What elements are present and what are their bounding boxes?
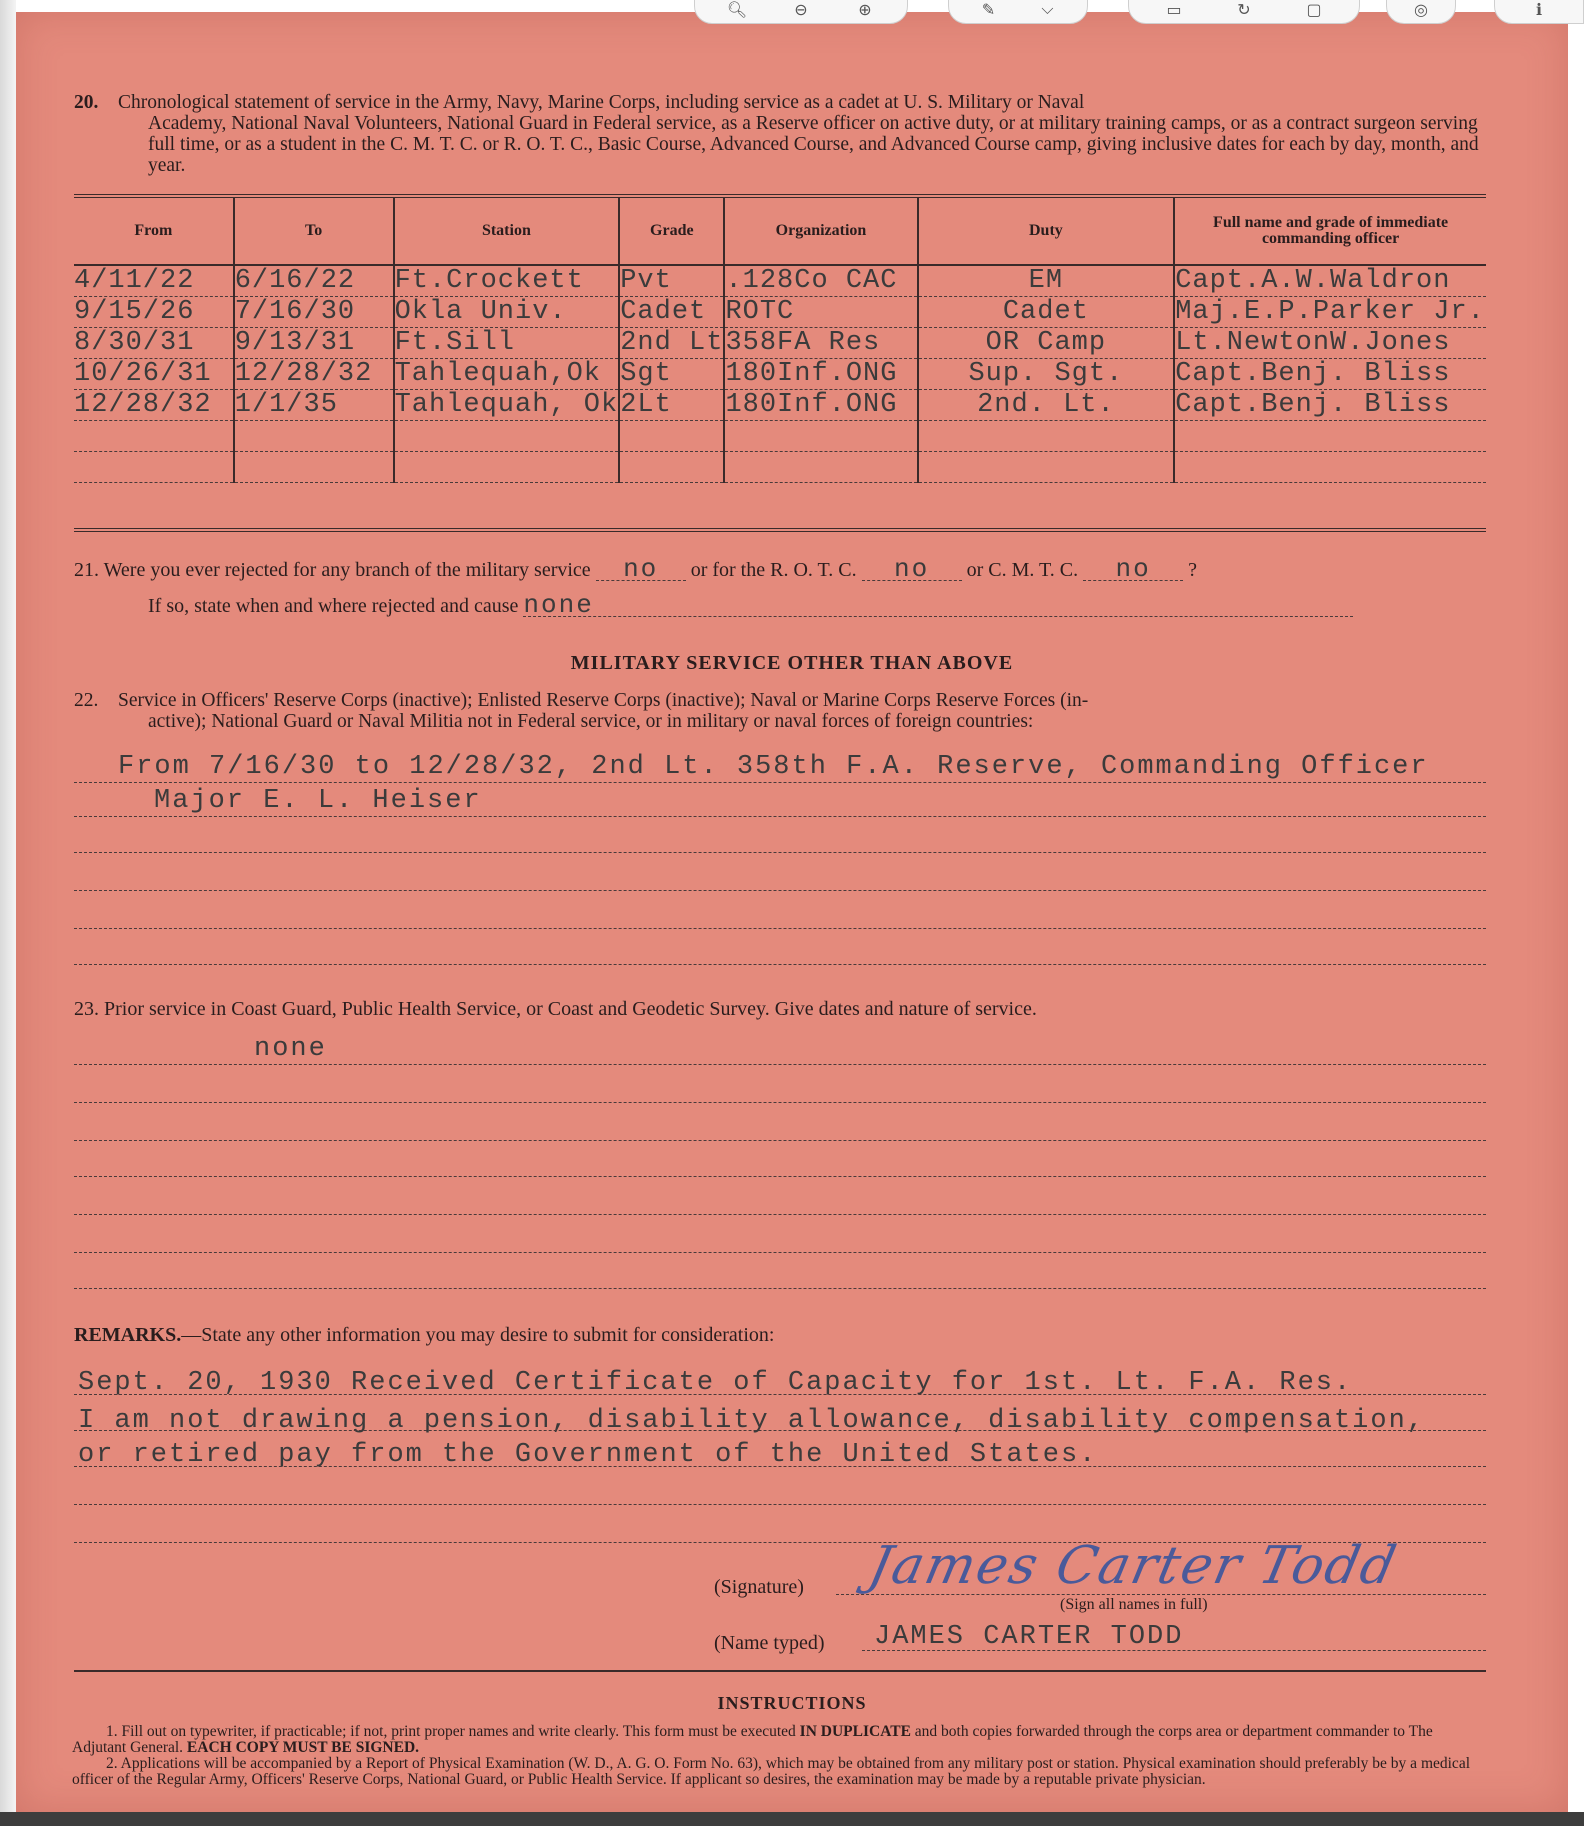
table-row bbox=[74, 297, 1486, 328]
question-22 bbox=[74, 690, 1494, 732]
remarks-label bbox=[74, 1324, 774, 1347]
cell-duty: OR Camp bbox=[918, 328, 1175, 359]
answer-line bbox=[74, 964, 1486, 965]
cell-from: 9/15/26 bbox=[74, 297, 234, 328]
question-text-continued: Academy, National Naval Volunteers, National Guard in Federal service, as a Reserve officer on active duty, or at military training camps, or as a contract surgeon serving full time, or as a student in the C. M. T. C. or R. O. T. C., Basic Course, Advanced Course, and Advanced Course camp, giving inclusive dates for each by day, month, and year. bbox=[148, 113, 1479, 176]
cell-commanding-officer: Capt.Benj. Bliss bbox=[1174, 359, 1486, 390]
cell-empty bbox=[918, 421, 1175, 452]
instruction-emphasis: IN DUPLICATE bbox=[799, 1723, 911, 1740]
cell-empty bbox=[724, 421, 917, 452]
info-icon[interactable]: ℹ bbox=[1535, 0, 1543, 19]
answer-line bbox=[74, 1394, 1486, 1395]
question-text: If so, state when and where rejected and cause bbox=[148, 595, 519, 617]
signature-label: (Signature) bbox=[714, 1576, 804, 1598]
question-text: Chronological statement of service in the Army, Navy, Marine Corps, including service as a cadet at U. S. Military or Naval bbox=[118, 92, 1085, 113]
cell-from: 8/30/31 bbox=[74, 328, 234, 359]
cell-duty: EM bbox=[918, 265, 1175, 297]
cell-empty bbox=[1174, 421, 1486, 452]
cell-commanding-officer: Maj.E.P.Parker Jr. bbox=[1175, 297, 1485, 327]
cell-empty bbox=[234, 421, 394, 452]
cell-commanding-officer: Lt.NewtonW.Jones bbox=[1174, 328, 1486, 359]
instruction-text: 1. Fill out on typewriter, if practicable; if not, print proper names and write clearly. This form must be executed bbox=[106, 1723, 800, 1740]
zoom-tool-group bbox=[694, 0, 908, 24]
handwritten-signature: James Carter Todd bbox=[863, 1536, 1403, 1596]
question-text-continued: active); National Guard or Naval Militia not in Federal service, or in military or naval forces of foreign countries: bbox=[148, 711, 1034, 732]
cell-empty bbox=[918, 452, 1175, 483]
cell-grade: Cadet bbox=[619, 297, 724, 328]
question-number: 22. bbox=[74, 690, 99, 711]
table-row bbox=[74, 359, 1486, 390]
answer-line bbox=[74, 928, 1486, 929]
question-20 bbox=[74, 92, 1494, 176]
question-mark: ? bbox=[1188, 559, 1197, 581]
section-heading: MILITARY SERVICE OTHER THAN ABOVE bbox=[570, 652, 1014, 674]
answer-22-line-1: From 7/16/30 to 12/28/32, 2nd Lt. 358th F.A. Reserve, Commanding Officer bbox=[118, 752, 1429, 782]
cell-commanding-officer: Capt.Benj. Bliss bbox=[1174, 390, 1486, 421]
question-text: Service in Officers' Reserve Corps (inactive); Enlisted Reserve Corps (inactive); Naval or Marine Corps Reserve Forces (in- bbox=[118, 690, 1089, 711]
answer-rotc-rejected: no bbox=[862, 558, 962, 581]
cell-organization: .128Co CAC bbox=[724, 265, 917, 297]
question-23 bbox=[74, 998, 1037, 1021]
highlight-icon[interactable]: ▭ bbox=[1166, 0, 1182, 19]
answer-line bbox=[74, 1176, 1486, 1177]
annotate-menu-icon[interactable]: ⌵ bbox=[1041, 0, 1054, 18]
column-header: From bbox=[74, 198, 234, 265]
answer-line bbox=[74, 1252, 1486, 1253]
section-divider bbox=[74, 1670, 1486, 1672]
table-bottom-rule bbox=[74, 528, 1486, 532]
cell-to: 7/16/30 bbox=[234, 297, 394, 328]
column-header: Full name and grade of immediate commanding officer bbox=[1174, 198, 1486, 265]
viewer-margin bbox=[0, 0, 16, 1826]
cell-empty bbox=[724, 452, 917, 483]
cell-organization: ROTC bbox=[724, 297, 917, 328]
answer-line bbox=[74, 1430, 1486, 1431]
question-text: Prior service in Coast Guard, Public Health Service, or Coast and Geodetic Survey. Give dates and nature of service. bbox=[104, 998, 1037, 1020]
zoom-in-icon[interactable]: ⊕ bbox=[858, 0, 872, 19]
instructions-title: INSTRUCTIONS bbox=[717, 1693, 867, 1713]
table-row-empty bbox=[74, 452, 1486, 483]
cell-station: Okla Univ. bbox=[394, 297, 620, 328]
table-row bbox=[74, 265, 1486, 297]
question-21 bbox=[74, 554, 1197, 584]
cell-to: 6/16/22 bbox=[234, 265, 394, 297]
cell-to: 1/1/35 bbox=[234, 390, 394, 421]
cell-duty: 2nd. Lt. bbox=[918, 390, 1175, 421]
cell-empty bbox=[1174, 452, 1486, 483]
cell-to: 12/28/32 bbox=[234, 359, 394, 390]
question-number: 23. bbox=[74, 998, 99, 1020]
answer-line bbox=[74, 782, 1486, 783]
answer-line bbox=[74, 852, 1486, 853]
rotate-icon[interactable]: ↻ bbox=[1237, 0, 1251, 19]
cell-station: Ft.Crockett bbox=[394, 265, 620, 297]
name-typed-label: (Name typed) bbox=[714, 1632, 825, 1654]
cell-duty: Cadet bbox=[918, 297, 1175, 328]
cell-from: 12/28/32 bbox=[74, 390, 234, 421]
cell-empty bbox=[234, 452, 394, 483]
zoom-out-icon[interactable]: ⊖ bbox=[794, 0, 808, 19]
window-bottom-bar bbox=[0, 1812, 1584, 1826]
instruction-emphasis: EACH COPY MUST BE SIGNED. bbox=[186, 1739, 420, 1756]
cell-station: Tahlequah,Ok bbox=[394, 359, 620, 390]
cell-to: 9/13/31 bbox=[234, 328, 394, 359]
crop-icon[interactable]: ▢ bbox=[1306, 0, 1322, 19]
cell-grade: 2nd Lt bbox=[620, 328, 724, 358]
cell-station: Ft.Sill bbox=[394, 328, 620, 359]
cell-station: Tahlequah, Ok bbox=[394, 390, 619, 420]
answer-23: none bbox=[254, 1034, 327, 1064]
answer-line bbox=[74, 816, 1486, 817]
cell-empty bbox=[394, 452, 620, 483]
column-header: Grade bbox=[619, 198, 724, 265]
name-typed-line bbox=[862, 1650, 1486, 1651]
markup-tool-group bbox=[948, 0, 1088, 24]
column-header: Organization bbox=[724, 198, 917, 265]
answer-military-rejected: no bbox=[596, 558, 686, 581]
cell-organization: 180Inf.ONG bbox=[724, 359, 917, 390]
column-header: To bbox=[234, 198, 394, 265]
viewer-toolbar bbox=[0, 0, 1584, 26]
cell-from: 10/26/31 bbox=[74, 359, 234, 390]
service-table bbox=[74, 198, 1486, 483]
column-header: Station bbox=[394, 198, 620, 265]
cell-duty: Sup. Sgt. bbox=[918, 359, 1175, 390]
question-text: Were you ever rejected for any branch of the military service bbox=[103, 559, 591, 581]
cell-grade: 2Lt bbox=[619, 390, 724, 421]
table-header-row bbox=[74, 198, 1486, 265]
answer-line bbox=[74, 1064, 1486, 1065]
search-icon[interactable]: 🔍︎ bbox=[726, 0, 748, 19]
remarks-line-3: or retired pay from the Government of the United States. bbox=[78, 1440, 1098, 1470]
question-text: or for the R. O. T. C. bbox=[690, 559, 857, 581]
question-text: or C. M. T. C. bbox=[966, 559, 1079, 581]
column-header: Duty bbox=[918, 198, 1175, 265]
cell-empty bbox=[619, 452, 724, 483]
instruction-2: 2. Applications will be accompanied by a Report of Physical Examination (W. D., A. G. O. Form No. 63), which may be obtained from any military post or station. Physical examination should preferably be by a medical officer of the Regular Army, Officers' Reserve Corps, National Guard, or Public Health Service. If applicant so desires, the examination may be made by a reputable private physician. bbox=[72, 1755, 1470, 1788]
answer-rejection-cause: none bbox=[523, 594, 1353, 617]
instruction-1 bbox=[72, 1724, 1488, 1756]
name-typed-value: JAMES CARTER TODD bbox=[874, 1622, 1184, 1652]
cell-organization: 358FA Res bbox=[724, 328, 917, 359]
table-row bbox=[74, 390, 1486, 421]
remarks-line-1: Sept. 20, 1930 Received Certificate of Capacity for 1st. Lt. F.A. Res. bbox=[78, 1368, 1353, 1398]
answer-line bbox=[74, 1504, 1486, 1505]
remarks-prompt: —State any other information you may desire to submit for consideration: bbox=[181, 1324, 775, 1346]
question-21-followup bbox=[148, 590, 1353, 620]
answer-line bbox=[74, 890, 1486, 891]
question-number: 21. bbox=[74, 559, 99, 581]
annotate-icon[interactable]: ✎ bbox=[981, 0, 996, 19]
answer-line bbox=[74, 1102, 1486, 1103]
answer-line bbox=[74, 1466, 1486, 1467]
edit-tool-group bbox=[1128, 0, 1360, 24]
remarks-line-2: I am not drawing a pension, disability allowance, disability compensation, bbox=[78, 1406, 1425, 1436]
table-row bbox=[74, 328, 1486, 359]
cell-organization: 180Inf.ONG bbox=[724, 390, 917, 421]
signature-hint: (Sign all names in full) bbox=[1060, 1596, 1208, 1613]
answer-line bbox=[74, 1214, 1486, 1215]
answer-22-line-2: Major E. L. Heiser bbox=[154, 786, 482, 816]
instructions-body bbox=[72, 1724, 1488, 1788]
cell-commanding-officer: Capt.A.W.Waldron bbox=[1174, 265, 1486, 297]
answer-line bbox=[74, 1288, 1486, 1289]
remarks-heading: REMARKS. bbox=[74, 1324, 182, 1346]
cell-grade: Sgt bbox=[619, 359, 724, 390]
table-row-empty bbox=[74, 421, 1486, 452]
cell-from: 4/11/22 bbox=[74, 265, 234, 297]
cell-empty bbox=[394, 421, 620, 452]
cell-empty bbox=[619, 421, 724, 452]
globe-icon[interactable]: ◎ bbox=[1414, 0, 1428, 19]
share-tool-group bbox=[1386, 0, 1456, 24]
answer-line bbox=[74, 1140, 1486, 1141]
question-number: 20. bbox=[74, 92, 99, 113]
answer-cmtc-rejected: no bbox=[1083, 558, 1183, 581]
info-tool-group bbox=[1494, 0, 1584, 24]
cell-empty bbox=[74, 421, 234, 452]
cell-grade: Pvt bbox=[619, 265, 724, 297]
cell-empty bbox=[74, 452, 234, 483]
instruction-text: and both copies forwarded through the corps area or department commander to The Adjutant General. bbox=[72, 1723, 1433, 1756]
